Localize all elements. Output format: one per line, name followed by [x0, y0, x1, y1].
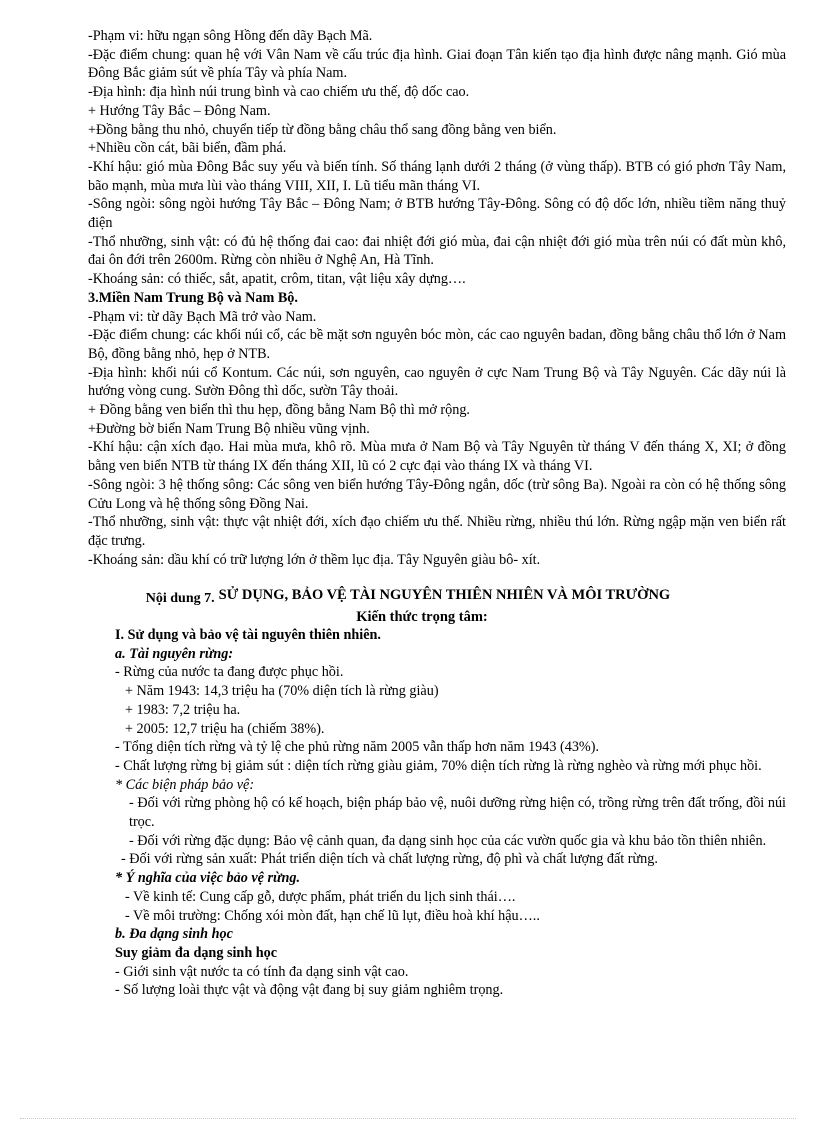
paragraph: +Đường bờ biển Nam Trung Bộ nhiều vũng vịnh. — [88, 420, 370, 437]
paragraph: +Nhiều cồn cát, bãi biển, đầm phá. — [88, 140, 287, 157]
paragraph: -Địa hình: khối núi cổ Kontum. Các núi, sơn nguyên, cao nguyên ở cực Nam Trung Bộ và Tây Nguyên. Các dãy núi là hướng vòng cung. Sườn Đông thì dốc, sườn Tây thoải. — [88, 364, 786, 400]
section-heading: 3.Miền Nam Trung Bộ và Nam Bộ. — [88, 289, 298, 306]
paragraph: -Địa hình: địa hình núi trung bình và cao chiếm ưu thế, độ dốc cao. — [88, 84, 470, 101]
region-section — [88, 27, 786, 569]
paragraph: - Chất lượng rừng bị giảm sút : diện tích rừng giàu giảm, 70% diện tích rừng là rừng nghèo và rừng mới phục hồi. — [115, 757, 762, 774]
paragraph: - Số lượng loài thực vật và động vật đang bị suy giảm nghiêm trọng. — [115, 982, 504, 999]
bio-subheading: Suy giảm đa dạng sinh học — [115, 944, 278, 961]
title-sub: Kiến thức trọng tâm: — [356, 609, 488, 625]
paragraph: - Tổng diện tích rừng và tỷ lệ che phủ rừng năm 2005 vẫn thấp hơn năm 1943 (43%). — [115, 739, 600, 756]
paragraph: - Đối với rừng phòng hộ có kế hoạch, biện pháp bảo vệ, nuôi dưỡng rừng hiện có, trồng rừng trên đất trống, đồi núi trọc. — [129, 795, 786, 831]
paragraph: -Thổ nhưỡng, sinh vật: có đủ hệ thống đai cao: đai nhiệt đới gió mùa, đai cận nhiệt đới gió mùa trên núi có đất mùn khô, đai ôn đới trên 2600m. Rừng còn nhiều ở Nghệ An, Hà Tĩnh. — [88, 233, 786, 269]
paragraph: - Về môi trường: Chống xói mòn đất, hạn chế lũ lụt, điều hoà khí hậu….. — [125, 907, 540, 924]
page-bottom-divider — [20, 1118, 796, 1119]
paragraph: + 1983: 7,2 triệu ha. — [125, 701, 241, 718]
paragraph: + Hướng Tây Bắc – Đông Nam. — [88, 102, 271, 119]
paragraph: -Khoáng sản: có thiếc, sắt, apatit, crôm, titan, vật liệu xây dựng…. — [88, 271, 466, 288]
paragraph: +Đồng bằng thu nhỏ, chuyển tiếp từ đồng bằng châu thổ sang đồng bằng ven biển. — [88, 121, 557, 138]
measures-heading: * Các biện pháp bảo vệ: — [115, 776, 255, 793]
paragraph: + Đồng bằng ven biển thì thu hẹp, đồng bằng Nam Bộ thì mở rộng. — [88, 402, 470, 419]
paragraph: -Khí hậu: cận xích đạo. Hai mùa mưa, khô rõ. Mùa mưa ở Nam Bộ và Tây Nguyên từ tháng V đến tháng X, XI; ở đồng bằng ven biển NTB từ tháng IX đến tháng XII, lũ có 2 cực đại vào tháng IX và tháng VI. — [88, 439, 786, 475]
paragraph: -Đặc điểm chung: các khối núi cổ, các bề mặt sơn nguyên bóc mòn, các cao nguyên badan, đồng bằng châu thổ lớn ở Nam Bộ, đồng bằng nhỏ, hẹp ở NTB. — [88, 327, 786, 362]
paragraph: + 2005: 12,7 triệu ha (chiếm 38%). — [125, 720, 325, 737]
paragraph: -Phạm vi: hữu ngạn sông Hồng đến dãy Bạch Mã. — [88, 28, 373, 44]
paragraph: + Năm 1943: 14,3 triệu ha (70% diện tích là rừng giàu) — [125, 683, 439, 700]
title-prefix: Nội dung 7. — [145, 591, 215, 606]
paragraph: -Phạm vi: từ dãy Bạch Mã trở vào Nam. — [88, 308, 317, 325]
paragraph: -Khoáng sản: dầu khí có trữ lượng lớn ở thềm lục địa. Tây Nguyên giàu bô- xít. — [88, 551, 541, 568]
content-title — [0, 589, 816, 608]
meaning-heading: * Ý nghĩa của việc bảo vệ rừng. — [115, 870, 301, 887]
forest-heading: a. Tài nguyên rừng: — [115, 645, 234, 662]
paragraph: - Về kinh tế: Cung cấp gỗ, dược phẩm, phát triển du lịch sinh thái…. — [125, 888, 516, 905]
bio-heading: b. Đa dạng sinh học — [115, 926, 233, 943]
paragraph: -Đặc điểm chung: quan hệ với Vân Nam về cấu trúc địa hình. Giai đoạn Tân kiến tạo địa hình được nâng mạnh. Gió mùa Đông Bắc giảm sút về phía Tây và phía Nam. — [88, 46, 786, 82]
paragraph: -Khí hậu: gió mùa Đông Bắc suy yếu và biến tính. Số tháng lạnh dưới 2 tháng (ở vùng thấp). BTB có gió phơn Tây Nam, bão mạnh, mùa mưa lùi vào tháng VIII, XII, I. Lũ tiểu mãn tháng VI. — [88, 158, 786, 194]
resources-section — [115, 626, 786, 1000]
paragraph: - Giới sinh vật nước ta có tính đa dạng sinh vật cao. — [115, 963, 409, 980]
title-main: SỬ DỤNG, BẢO VỆ TÀI NGUYÊN THIÊN NHIÊN VÀ MÔI TRƯỜNG — [218, 587, 671, 603]
paragraph: - Đối với rừng sản xuất: Phát triển diện tích và chất lượng rừng, độ phì và chất lượng đất rừng. — [121, 851, 658, 868]
part-heading: I. Sử dụng và bảo vệ tài nguyên thiên nhiên. — [115, 627, 381, 643]
paragraph: - Rừng của nước ta đang được phục hồi. — [115, 664, 344, 681]
paragraph: -Thổ nhưỡng, sinh vật: thực vật nhiệt đới, xích đạo chiếm ưu thế. Nhiều rừng, nhiều thú lớn. Rừng ngập mặn ven biển rất đặc trưng. — [88, 514, 786, 549]
paragraph: -Sông ngòi: 3 hệ thống sông: Các sông ven biển hướng Tây-Đông ngắn, dốc (trừ sông Ba). Ngoài ra còn có hệ thống sông Cửu Long và hệ thống sông Đồng Nai. — [88, 476, 786, 512]
paragraph: -Sông ngòi: sông ngòi hướng Tây Bắc – Đông Nam; ở BTB hướng Tây-Đông. Sông có độ dốc lớn, nhiều tiềm năng thuỷ điện — [88, 196, 786, 232]
paragraph: - Đối với rừng đặc dụng: Bảo vệ cảnh quan, đa dạng sinh học của các vườn quốc gia và khu bảo tồn thiên nhiên. — [129, 832, 767, 849]
